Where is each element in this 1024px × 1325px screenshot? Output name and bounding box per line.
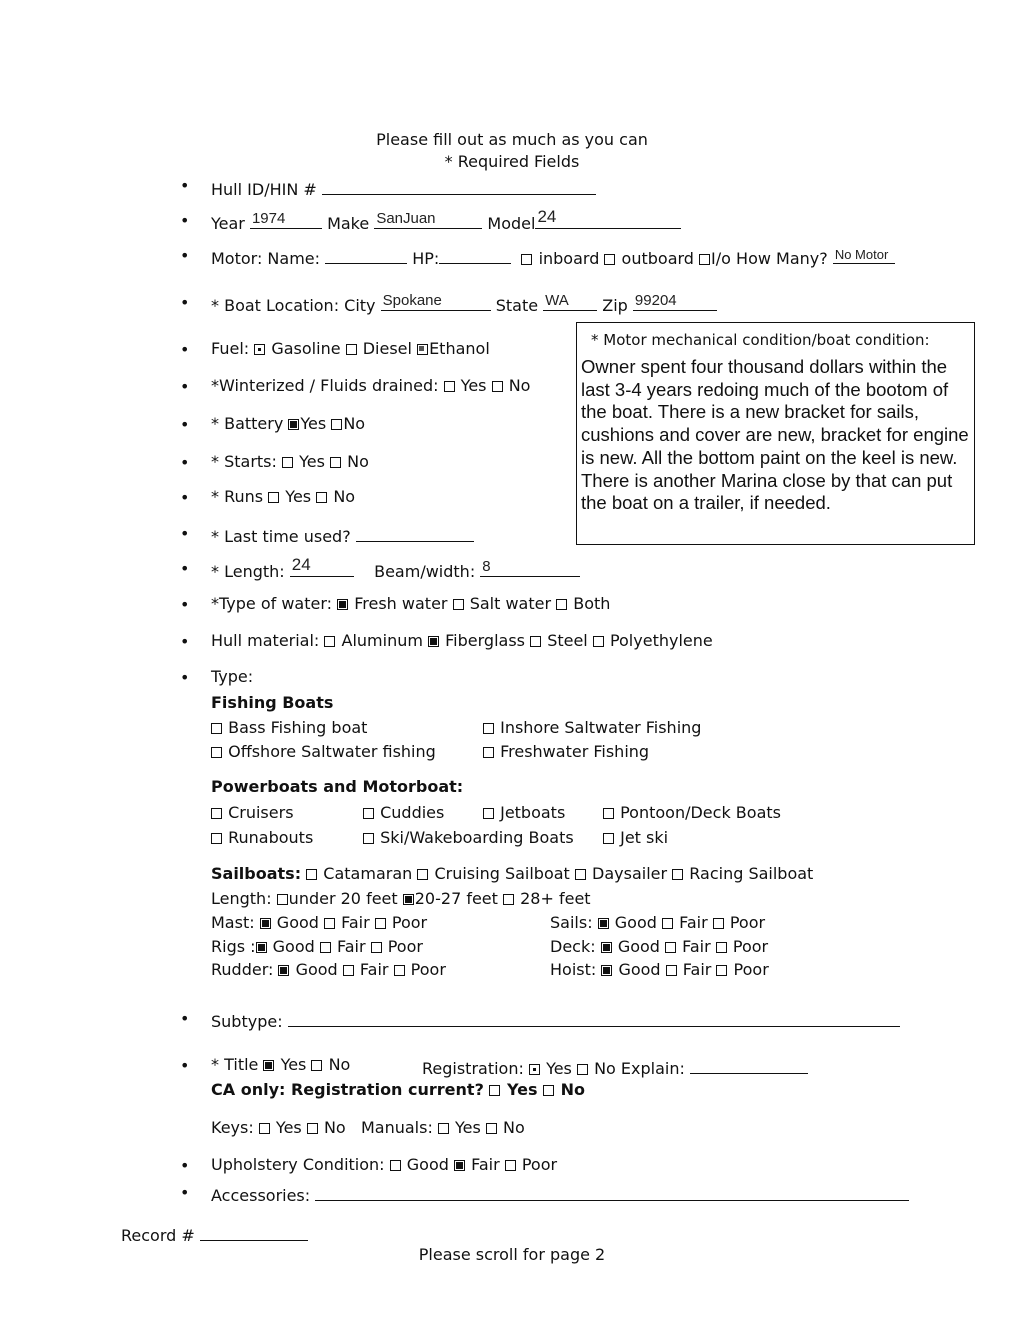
daysailer-checkbox[interactable] xyxy=(575,869,586,880)
powerboats-title: Powerboats and Motorboat: xyxy=(211,777,464,796)
upholstery-good-checkbox[interactable] xyxy=(390,1160,401,1171)
title-yes-checkbox[interactable] xyxy=(263,1060,274,1071)
fuel-row: Fuel: Gasoline Diesel Ethanol xyxy=(211,339,490,358)
hull-id-label: Hull ID/HIN # xyxy=(211,180,317,199)
subtype-row: Subtype: xyxy=(211,1008,900,1031)
cuddies-checkbox[interactable] xyxy=(363,808,374,819)
accessories-field[interactable] xyxy=(315,1182,909,1201)
winterized-no-checkbox[interactable] xyxy=(492,381,503,392)
upholstery-row: Upholstery Condition: Good Fair Poor xyxy=(211,1155,558,1174)
catamaran-checkbox[interactable] xyxy=(306,869,317,880)
ca-yes-checkbox[interactable] xyxy=(489,1085,500,1096)
racing-sailboat-checkbox[interactable] xyxy=(672,869,683,880)
registration-no-checkbox[interactable] xyxy=(577,1064,588,1075)
io-checkbox[interactable] xyxy=(699,254,710,265)
subtype-field[interactable] xyxy=(288,1008,900,1027)
deck-poor-checkbox[interactable] xyxy=(716,942,727,953)
sail-length-row: Length: under 20 feet 20-27 feet 28+ feet xyxy=(211,889,591,908)
hoist-good-checkbox[interactable] xyxy=(601,965,612,976)
fishing-boats-title: Fishing Boats xyxy=(211,693,334,712)
offshore-checkbox[interactable] xyxy=(211,747,222,758)
motor-name-field[interactable] xyxy=(325,245,407,264)
battery-no-checkbox[interactable] xyxy=(331,419,342,430)
20-27-checkbox[interactable] xyxy=(403,894,414,905)
motor-name-label: Motor: Name: xyxy=(211,249,321,268)
inshore-checkbox[interactable] xyxy=(483,723,494,734)
registration-yes-checkbox[interactable] xyxy=(529,1064,540,1075)
model-label: Model xyxy=(487,214,536,233)
city-label: * Boat Location: City xyxy=(211,296,376,315)
manuals-yes-checkbox[interactable] xyxy=(438,1123,449,1134)
title-no-checkbox[interactable] xyxy=(311,1060,322,1071)
accessories-row: Accessories: xyxy=(211,1182,909,1205)
last-used-field[interactable] xyxy=(356,523,474,542)
model-field[interactable]: 24 xyxy=(535,210,681,229)
both-water-checkbox[interactable] xyxy=(556,599,567,610)
ethanol-checkbox[interactable] xyxy=(417,344,428,355)
rudder-row: Rudder: Good Fair Poor xyxy=(211,960,446,979)
manuals-no-checkbox[interactable] xyxy=(486,1123,497,1134)
location-row xyxy=(211,292,717,315)
fiberglass-checkbox[interactable] xyxy=(428,636,439,647)
deck-good-checkbox[interactable] xyxy=(601,942,612,953)
hull-material-row: Hull material: Aluminum Fiberglass Steel Polyethylene xyxy=(211,631,713,650)
rudder-fair-checkbox[interactable] xyxy=(343,965,354,976)
steel-checkbox[interactable] xyxy=(530,636,541,647)
starts-no-checkbox[interactable] xyxy=(330,457,341,468)
sails-row: Sails: Good Fair Poor xyxy=(550,913,766,932)
registration-row: Registration: Yes No Explain: xyxy=(422,1055,808,1078)
state-label: State xyxy=(495,296,539,315)
diesel-checkbox[interactable] xyxy=(346,344,357,355)
water-row: *Type of water: Fresh water Salt water Both xyxy=(211,594,611,613)
runs-no-checkbox[interactable] xyxy=(316,492,327,503)
record-field[interactable] xyxy=(200,1222,308,1241)
year-make-model-row xyxy=(211,207,681,233)
title-row: * Title Yes No xyxy=(211,1055,351,1074)
zip-field[interactable]: 99204 xyxy=(633,292,717,311)
fresh-water-checkbox[interactable] xyxy=(337,599,348,610)
bass-checkbox[interactable] xyxy=(211,723,222,734)
ca-no-checkbox[interactable] xyxy=(543,1085,554,1096)
sails-poor-checkbox[interactable] xyxy=(713,918,724,929)
battery-row: * Battery Yes No xyxy=(211,414,366,433)
footer-note: Please scroll for page 2 xyxy=(418,1245,606,1264)
keys-no-checkbox[interactable] xyxy=(307,1123,318,1134)
upholstery-poor-checkbox[interactable] xyxy=(505,1160,516,1171)
upholstery-fair-checkbox[interactable] xyxy=(454,1160,465,1171)
runs-row: * Runs Yes No xyxy=(211,487,356,506)
keys-row: Keys: Yes No Manuals: Yes No xyxy=(211,1118,525,1137)
explain-field[interactable] xyxy=(690,1055,808,1074)
hoist-poor-checkbox[interactable] xyxy=(716,965,727,976)
aluminum-checkbox[interactable] xyxy=(324,636,335,647)
motor-row: Motor: Name: HP: inboard outboard I/o How Many? No Motor xyxy=(211,245,895,268)
freshwater-fishing-checkbox[interactable] xyxy=(483,747,494,758)
hp-field[interactable] xyxy=(439,245,511,264)
condition-text: Owner spent four thousand dollars within the last 3-4 years redoing much of the bootom of the boat. There is a new bracket for sails, cushions and cover are new, bracket for engine is new. All the bottom paint on the keel is new. There is another Marina close by that can put the boat on a trailer, if needed. xyxy=(581,356,969,514)
make-field[interactable]: SanJuan xyxy=(374,210,482,229)
hp-label: HP: xyxy=(412,249,440,268)
deck-fair-checkbox[interactable] xyxy=(665,942,676,953)
beam-field[interactable]: 8 xyxy=(480,558,580,577)
cruisers-checkbox[interactable] xyxy=(211,808,222,819)
rigs-good-checkbox[interactable] xyxy=(256,942,267,953)
salt-water-checkbox[interactable] xyxy=(453,599,464,610)
condition-textbox[interactable] xyxy=(576,322,975,545)
mast-good-checkbox[interactable] xyxy=(260,918,271,929)
pontoon-checkbox[interactable] xyxy=(603,808,614,819)
record-row: Record # xyxy=(121,1222,308,1245)
header-line1: Please fill out as much as you can xyxy=(376,130,648,149)
outboard-checkbox[interactable] xyxy=(604,254,615,265)
jetski-checkbox[interactable] xyxy=(603,833,614,844)
hull-id-field[interactable] xyxy=(322,176,596,195)
ski-checkbox[interactable] xyxy=(363,833,374,844)
rigs-poor-checkbox[interactable] xyxy=(371,942,382,953)
under20-checkbox[interactable] xyxy=(277,894,288,905)
rigs-fair-checkbox[interactable] xyxy=(320,942,331,953)
battery-yes-checkbox[interactable] xyxy=(288,419,299,430)
runabouts-checkbox[interactable] xyxy=(211,833,222,844)
mast-row: Mast: Good Fair Poor xyxy=(211,913,428,932)
make-label: Make xyxy=(327,214,370,233)
year-field[interactable]: 1974 xyxy=(250,210,322,229)
jetboats-checkbox[interactable] xyxy=(483,808,494,819)
length-row: * Length: 24 Beam/width: 8 xyxy=(211,558,580,581)
winterized-row: *Winterized / Fluids drained: Yes No xyxy=(211,376,531,395)
gasoline-checkbox[interactable] xyxy=(254,344,265,355)
hoist-fair-checkbox[interactable] xyxy=(666,965,677,976)
mast-fair-checkbox[interactable] xyxy=(324,918,335,929)
cruising-sailboat-checkbox[interactable] xyxy=(417,869,428,880)
sailboats-row: Sailboats: Catamaran Cruising Sailboat Daysailer Racing Sailboat xyxy=(211,864,814,883)
last-used-row: * Last time used? xyxy=(211,523,474,546)
hoist-row: Hoist: Good Fair Poor xyxy=(550,960,769,979)
bullet: • xyxy=(180,176,190,195)
rigs-row: Rigs : Good Fair Poor xyxy=(211,937,423,956)
polyethylene-checkbox[interactable] xyxy=(593,636,604,647)
how-many-field[interactable]: No Motor xyxy=(833,245,895,264)
deck-row: Deck: Good Fair Poor xyxy=(550,937,769,956)
keys-yes-checkbox[interactable] xyxy=(259,1123,270,1134)
zip-label: Zip xyxy=(602,296,628,315)
hull-id-row xyxy=(211,176,596,199)
ca-only-row: CA only: Registration current? Yes No xyxy=(211,1080,586,1099)
type-label: Type: xyxy=(211,667,254,686)
mast-poor-checkbox[interactable] xyxy=(375,918,386,929)
condition-title: * Motor mechanical condition/boat condition: xyxy=(591,331,930,349)
length-field[interactable]: 24 xyxy=(290,558,354,577)
rudder-good-checkbox[interactable] xyxy=(278,965,289,976)
required-note: * Required Fields xyxy=(444,152,580,171)
sails-good-checkbox[interactable] xyxy=(598,918,609,929)
rudder-poor-checkbox[interactable] xyxy=(394,965,405,976)
28plus-checkbox[interactable] xyxy=(503,894,514,905)
inboard-checkbox[interactable] xyxy=(521,254,532,265)
starts-row: * Starts: Yes No xyxy=(211,452,369,471)
city-field[interactable]: Spokane xyxy=(381,292,491,311)
winterized-yes-checkbox[interactable] xyxy=(444,381,455,392)
starts-yes-checkbox[interactable] xyxy=(282,457,293,468)
runs-yes-checkbox[interactable] xyxy=(268,492,279,503)
state-field[interactable]: WA xyxy=(543,292,597,311)
year-label: Year xyxy=(211,214,245,233)
sails-fair-checkbox[interactable] xyxy=(662,918,673,929)
